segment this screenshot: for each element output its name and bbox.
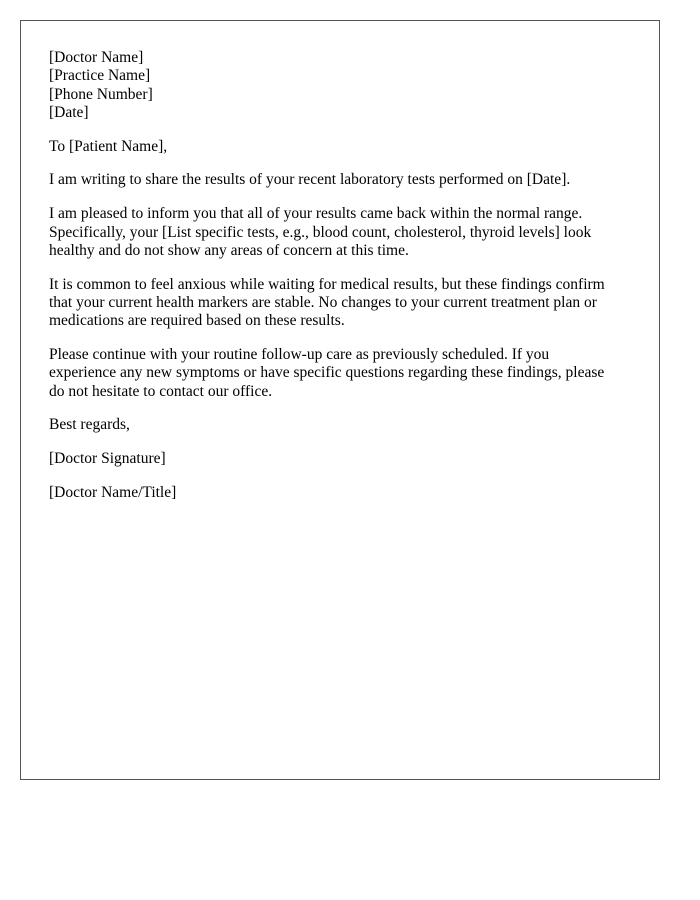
- signature: [49, 450, 639, 468]
- paragraph-line: I am writing to share the results of your recent laboratory tests performed on [Date].: [49, 171, 571, 189]
- salutation: [49, 138, 639, 156]
- paragraph-line: do not hesitate to contact our office.: [49, 382, 273, 400]
- letter-content: [49, 49, 639, 502]
- letter-page: [20, 20, 660, 780]
- letter-date: [Date]: [49, 103, 89, 121]
- paragraph-line: that your current health markers are stable. No changes to your current treatment plan or: [49, 293, 597, 311]
- paragraph-line: Specifically, your [List specific tests, e.g., blood count, cholesterol, thyroid levels] look: [49, 223, 592, 241]
- name-title-text: [Doctor Name/Title]: [49, 484, 177, 502]
- signature-text: [Doctor Signature]: [49, 450, 166, 468]
- phone-number: [Phone Number]: [49, 85, 153, 103]
- name-title: [49, 484, 639, 502]
- paragraph-results: [49, 205, 639, 260]
- salutation-text: To [Patient Name],: [49, 137, 168, 155]
- closing-text: Best regards,: [49, 416, 130, 434]
- paragraph-intro: [49, 171, 639, 189]
- paragraph-line: Please continue with your routine follow-up care as previously scheduled. If you: [49, 346, 550, 364]
- paragraph-line: I am pleased to inform you that all of your results came back within the normal range.: [49, 205, 583, 223]
- doctor-name: [Doctor Name]: [49, 49, 144, 66]
- paragraph-line: experience any new symptoms or have specific questions regarding these findings, please: [49, 364, 605, 382]
- letter-header: [49, 49, 639, 122]
- practice-name: [Practice Name]: [49, 67, 151, 85]
- paragraph-line: medications are required based on these results.: [49, 312, 345, 330]
- paragraph-line: It is common to feel anxious while waiting for medical results, but these findings confirm: [49, 275, 605, 293]
- closing: [49, 416, 639, 434]
- paragraph-follow-up: [49, 346, 639, 401]
- paragraph-line: healthy and do not show any areas of concern at this time.: [49, 241, 409, 259]
- paragraph-reassurance: [49, 276, 639, 331]
